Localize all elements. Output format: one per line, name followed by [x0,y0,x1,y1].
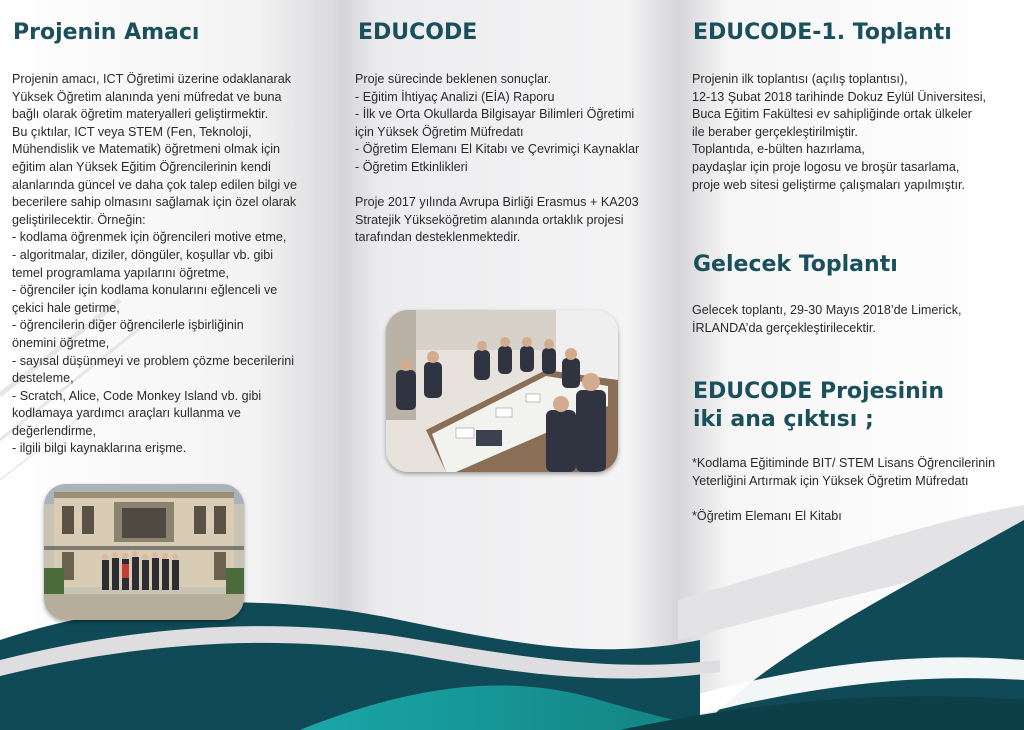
text-line: temel programlama yapılarını öğretme, [12,265,229,280]
text-line: Proje sürecinde beklenen sonuçlar. [355,72,552,86]
text-line: - Öğretim Etkinlikleri [355,159,468,174]
heading-first-meeting: EDUCODE-1. Toplantı [693,20,952,45]
text-line: tarafından desteklenmektedir. [355,230,521,245]
text-line: Projenin amacı, ICT Öğretimi üzerine odaklanarak [12,72,292,86]
text-line: Bu çıktılar, ICT veya STEM (Fen, Teknoloji, [12,124,252,139]
text-line: - Scratch, Alice, Code Monkey Island vb. gibi [12,388,262,403]
text-line: - öğrenciler için kodlama konularını eğlenceli ve [12,283,278,298]
panel-project-purpose [0,0,340,730]
text-line: - sayısal düşünmeyi ve problem çözme becerilerini [12,353,295,368]
heading-project-purpose: Projenin Amacı [13,20,200,45]
text-line: değerlendirme, [12,423,97,438]
meeting-photo [386,310,618,472]
text-line: - İlk ve Orta Okullarda Bilgisayar Bilimleri Öğretimi [355,107,635,122]
text-line: eğitim alan Yüksek Eğitim Öğrencilerinin kendi [12,159,271,174]
text-line: Proje 2017 yılında Avrupa Birliği Erasmus + KA203 [355,195,639,210]
text-line: için Yüksek Öğretim Müfredatı [355,124,524,139]
panel-meetings [678,0,1024,730]
text-line: Yeterliğini Artırmak için Yüksek Öğretim Müfredatı [692,473,969,488]
text-line: - öğrencilerin diğer öğrencilerle işbirliğinin [12,318,244,333]
text-line: *Öğretim Elemanı El Kitabı [692,508,842,523]
text-line: - Öğretim Elemanı El Kitabı ve Çevrimiçi Kaynaklar [355,142,640,157]
heading-educode: EDUCODE [358,20,478,45]
text-line: paydaşlar için proje logosu ve broşür tasarlama, [692,159,960,174]
heading-next-meeting: Gelecek Toplantı [693,252,898,277]
text-line: alanlarında güncel ve daha çok talep edilen bilgi ve [12,177,297,192]
text-line: - Eğitim İhtiyaç Analizi (EİA) Raporu [355,89,555,104]
text-line: ile beraber gerçekleştirilmiştir. [692,124,858,139]
text-line: desteleme, [12,371,74,386]
text-line: Projenin ilk toplantısı (açılış toplantısı), [692,72,908,86]
text-line: - ilgili bilgi kaynaklarına erişme. [12,441,187,456]
next-meeting-text [692,302,962,337]
main-outputs-text [692,455,995,525]
text-line: Gelecek toplantı, 29-30 Mayıs 2018’de Limerick, [692,303,962,317]
group-photo-building [44,484,244,620]
text-line: geliştirilecektir. Örneğin: [12,212,146,227]
project-purpose-text [12,71,297,458]
heading-main-outputs-line1: EDUCODE Projesinin [693,379,945,404]
text-line: Mühendislik ve Matematik) öğretmeni olmak için [12,142,281,157]
text-line: becerilere sahip olmasını sağlamak için özel olarak [12,195,297,210]
text-line: bağlı olarak öğretim materyalleri geliştirmektir. [12,107,269,122]
text-line: Yüksek Öğretim alanında yeni müfredat ve buna [12,89,282,104]
text-line: - algoritmalar, diziler, döngüler, koşullar vb. gibi [12,247,274,262]
panel-educode [340,0,678,730]
educode-results-text [355,71,639,247]
text-line: kodlamaya yardımcı araçları kullanma ve [12,406,241,421]
text-line: *Kodlama Eğitiminde BIT/ STEM Lisans Öğrencilerinin [692,456,996,470]
text-line: önemini öğretme, [12,335,110,350]
heading-main-outputs-line2: iki ana çıktısı ; [693,407,874,432]
text-line: İRLANDA’da gerçekleştirilecektir. [692,320,876,335]
text-line: Toplantıda, e-bülten hazırlama, [692,142,865,157]
text-line-blank [355,177,639,195]
text-line: 12-13 Şubat 2018 tarihinde Dokuz Eylül Üniversitesi, [692,89,987,104]
text-line-blank [692,490,995,508]
text-line: - kodlama öğrenmek için öğrencileri motive etme, [12,230,287,245]
text-line: çekici hale getirme, [12,300,120,315]
first-meeting-text [692,71,986,194]
text-line: Stratejik Yükseköğretim alanında ortaklık projesi [355,212,624,227]
heading-main-outputs [693,378,944,434]
text-line: proje web sitesi geliştirme çalışmaları yapılmıştır. [692,177,965,192]
text-line: Buca Eğitim Fakültesi ev sahipliğinde ortak ülkeler [692,107,972,122]
